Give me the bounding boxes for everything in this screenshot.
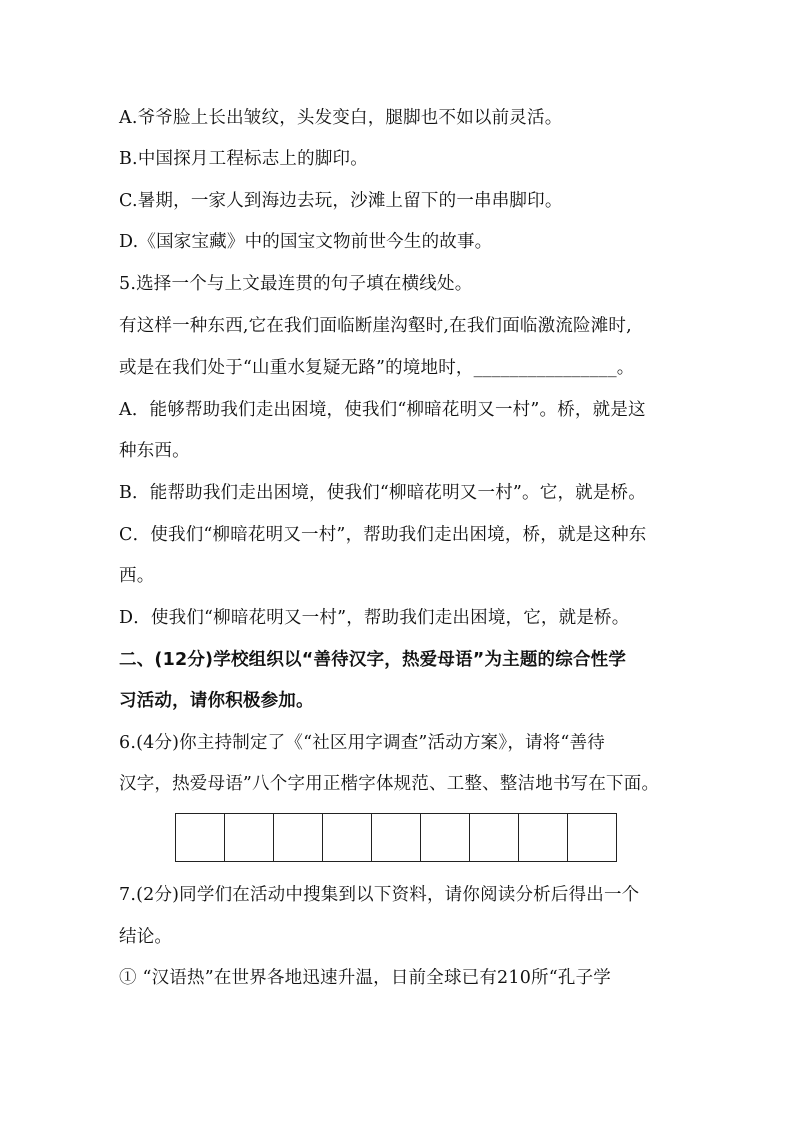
writing-cell[interactable] bbox=[323, 814, 372, 861]
question-7-line2: 结论。 bbox=[119, 927, 173, 947]
question-7-line1: 7.(2分)同学们在活动中搜集到以下资料，请你阅读分析后得出一个 bbox=[119, 885, 640, 905]
writing-cell[interactable] bbox=[470, 814, 519, 861]
option-c-q5-line2: 西。 bbox=[119, 566, 155, 586]
section-2-heading-line2: 习活动，请你积极参加。 bbox=[119, 691, 314, 711]
option-c-q4: C.暑期，一家人到海边去玩，沙滩上留下的一串串脚印。 bbox=[119, 191, 563, 211]
question-5-text-line2: 或是在我们处于“山重水复疑无路”的境地时，________________。 bbox=[119, 358, 635, 378]
option-d-q4: D.《国家宝藏》中的国宝文物前世今生的故事。 bbox=[119, 232, 493, 252]
writing-cell[interactable] bbox=[176, 814, 225, 861]
question-6-line1: 6.(4分)你主持制定了《“社区用字调查”活动方案》，请将“善待 bbox=[119, 733, 605, 753]
material-1-line1: ① “汉语热”在世界各地迅速升温，日前全球已有210所“孔子学 bbox=[119, 968, 612, 988]
question-6-line2: 汉字，热爱母语”八个字用正楷字体规范、工整、整洁地书写在下面。 bbox=[119, 774, 660, 794]
question-5-title: 5.选择一个与上文最连贯的句子填在横线处。 bbox=[119, 274, 473, 294]
writing-cell[interactable] bbox=[421, 814, 470, 861]
option-a-q5-line2: 种东西。 bbox=[119, 441, 190, 461]
writing-cell[interactable] bbox=[568, 814, 616, 861]
option-c-q5-line1: C．使我们“柳暗花明又一村”，帮助我们走出困境，桥，就是这种东 bbox=[119, 525, 647, 545]
writing-cell[interactable] bbox=[372, 814, 421, 861]
writing-cell[interactable] bbox=[225, 814, 274, 861]
writing-cell[interactable] bbox=[519, 814, 568, 861]
option-d-q5: D．使我们“柳暗花明又一村”，帮助我们走出困境，它，就是桥。 bbox=[119, 608, 630, 628]
writing-cell[interactable] bbox=[274, 814, 323, 861]
section-2-heading-line1: 二、(12分)学校组织以“善待汉字，热爱母语”为主题的综合性学 bbox=[119, 650, 627, 670]
question-5-text-line1: 有这样一种东西,它在我们面临断崖沟壑时,在我们面临激流险滩时, bbox=[119, 316, 632, 336]
writing-grid[interactable] bbox=[175, 813, 617, 862]
option-a-q4: A.爷爷脸上长出皱纹，头发变白，腿脚也不如以前灵活。 bbox=[119, 108, 563, 128]
option-b-q4: B.中国探月工程标志上的脚印。 bbox=[119, 149, 368, 169]
option-b-q5: B．能帮助我们走出困境，使我们“柳暗花明又一村”。它，就是桥。 bbox=[119, 483, 646, 503]
option-a-q5-line1: A．能够帮助我们走出困境，使我们“柳暗花明又一村”。桥，就是这 bbox=[119, 400, 646, 420]
